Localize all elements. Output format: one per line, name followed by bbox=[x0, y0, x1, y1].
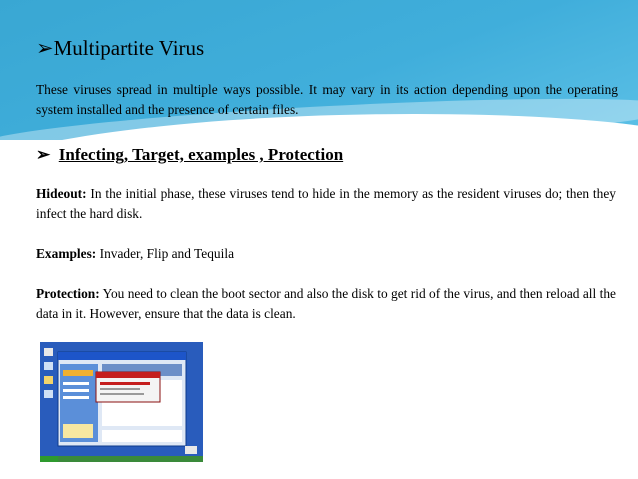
protection-label: Protection: bbox=[36, 286, 100, 301]
hideout-text: In the initial phase, these viruses tend to hide in the memory as the resident viruses do; then they infect the hard disk. bbox=[36, 186, 616, 221]
examples-label: Examples: bbox=[36, 246, 97, 261]
examples-text: Invader, Flip and Tequila bbox=[99, 246, 235, 261]
subheading bbox=[36, 145, 343, 165]
desktop-screenshot-illustration bbox=[40, 342, 203, 462]
intro-paragraph: These viruses spread in multiple ways possible. It may vary in its action depending upon the operating system installed and the presence of certain files. bbox=[36, 82, 618, 117]
hideout-paragraph bbox=[36, 184, 616, 224]
slide-title bbox=[36, 36, 204, 61]
slide-title-text: Multipartite Virus bbox=[53, 36, 205, 60]
subheading-text: Infecting, Target, examples , Protection bbox=[58, 145, 344, 164]
arrow-bullet-icon: ➢ bbox=[36, 36, 54, 60]
arrow-bullet-icon: ➢ bbox=[36, 145, 51, 164]
examples-paragraph bbox=[36, 244, 616, 264]
virus-screenshot-image bbox=[40, 342, 203, 462]
warning-icon bbox=[96, 372, 160, 402]
protection-text: You need to clean the boot sector and also the disk to get rid of the virus, and then reload all the data in it. However, ensure that the data is clean. bbox=[36, 286, 616, 321]
protection-paragraph bbox=[36, 284, 616, 324]
hideout-label: Hideout: bbox=[36, 186, 87, 201]
